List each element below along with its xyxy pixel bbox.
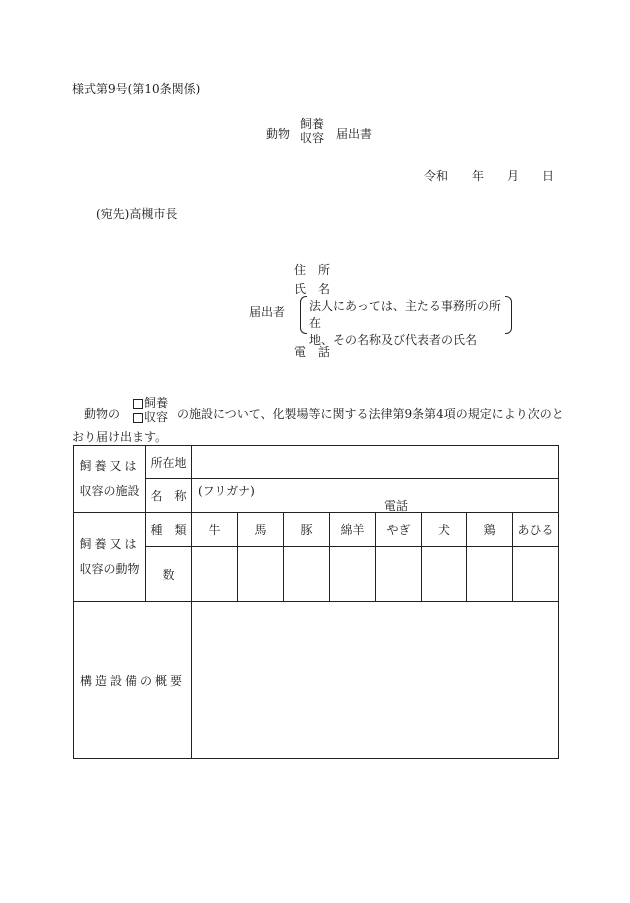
count-cattle[interactable]	[192, 547, 238, 602]
count-pig[interactable]	[284, 547, 330, 602]
animals-header: 飼養又は 収容の動物	[74, 513, 146, 602]
left-bracket	[300, 296, 307, 334]
animal-sheep: 綿羊	[330, 513, 376, 547]
corporate-note-line-2: 地、その名称及び代表者の氏名	[309, 333, 478, 347]
name-label: 氏 名	[294, 282, 331, 296]
option-keep-label: 飼養	[144, 396, 169, 410]
notification-table	[73, 445, 559, 759]
date-month-unit: 月	[507, 169, 520, 183]
count-goat[interactable]	[376, 547, 422, 602]
addressee: (宛先)高槻市長	[96, 207, 178, 221]
date-era: 令和	[424, 169, 449, 183]
count-label: 数	[146, 547, 192, 602]
facility-name-field[interactable]	[192, 479, 559, 513]
count-sheep[interactable]	[330, 547, 376, 602]
notifier-label: 届出者	[249, 305, 286, 319]
title-options	[300, 117, 324, 145]
facility-phone-label: 電話	[384, 499, 409, 513]
phone-label: 電 話	[294, 345, 331, 359]
location-field[interactable]	[192, 446, 559, 479]
count-horse[interactable]	[238, 547, 284, 602]
title-prefix: 動物	[266, 127, 291, 141]
body-text: の施設について、化製場等に関する法律第9条第4項の規定により次のと	[177, 407, 564, 421]
body-options	[133, 396, 168, 424]
facility-name-label: 名 称	[146, 479, 192, 513]
count-dog[interactable]	[422, 547, 467, 602]
animal-dog: 犬	[422, 513, 467, 547]
animal-chicken: 鶏	[467, 513, 513, 547]
corporate-note-line-1: 法人にあっては、主たる事務所の所在	[309, 299, 501, 330]
title-suffix: 届出書	[336, 127, 373, 141]
kind-label: 種 類	[146, 513, 192, 547]
corporate-note-text	[309, 298, 512, 349]
title-option-keep: 飼養	[300, 117, 325, 131]
address-label: 住 所	[294, 263, 331, 277]
option-house-label: 収容	[144, 410, 169, 424]
corporate-note	[300, 296, 512, 347]
animal-horse: 馬	[238, 513, 284, 547]
body-text-line-2: おり届け出ます。	[72, 430, 168, 444]
animal-pig: 豚	[284, 513, 330, 547]
body-lead: 動物の	[84, 407, 121, 421]
animal-goat: やぎ	[376, 513, 422, 547]
animal-duck: あひる	[513, 513, 559, 547]
date-year-unit: 年	[472, 169, 485, 183]
title-option-house: 収容	[300, 131, 325, 145]
count-duck[interactable]	[513, 547, 559, 602]
checkbox-keep[interactable]	[133, 399, 143, 409]
form-number: 様式第9号(第10条関係)	[72, 82, 201, 96]
animal-cattle: 牛	[192, 513, 238, 547]
checkbox-house[interactable]	[133, 413, 143, 423]
structure-field[interactable]	[192, 602, 559, 759]
structure-label: 構造設備の概要	[74, 602, 192, 759]
date-day-unit: 日	[542, 169, 555, 183]
facility-header: 飼養又は 収容の施設	[74, 446, 146, 513]
count-chicken[interactable]	[467, 547, 513, 602]
furigana-label: (フリガナ)	[198, 484, 255, 498]
location-label: 所在地	[146, 446, 192, 479]
